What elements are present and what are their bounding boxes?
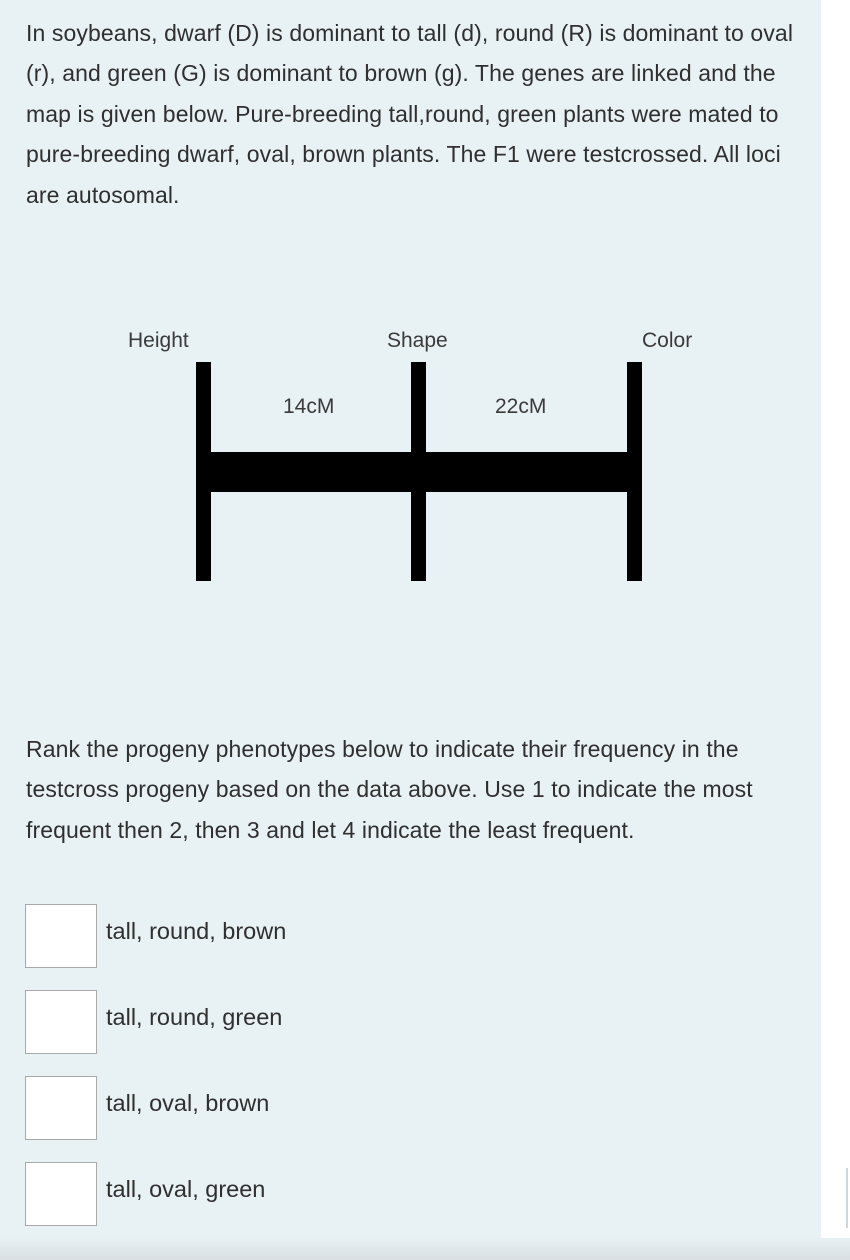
ranking-instructions-text: Rank the progeny phenotypes below to indicate their frequency in the testcross progeny based on the data above. Use 1 to indicate the most frequent then 2, then 3 and let 4 indicate the least frequent. (26, 736, 753, 843)
chromosome-bar (196, 452, 642, 492)
locus-label-height: Height (128, 329, 189, 352)
phenotype-label: tall, round, green (106, 1004, 283, 1030)
scrollbar-edge (846, 1168, 848, 1228)
phenotype-label: tall, oval, green (106, 1176, 266, 1202)
locus-label-shape: Shape (387, 329, 448, 352)
locus-label-color: Color (642, 329, 693, 352)
rank-input-tall-round-brown[interactable] (25, 904, 97, 968)
rank-input-tall-round-green[interactable] (25, 990, 97, 1054)
distance-label-shape-color: 22cM (495, 395, 547, 418)
rank-input-tall-oval-brown[interactable] (25, 1076, 97, 1140)
distance-label-height-shape: 14cM (283, 395, 335, 418)
phenotype-label: tall, oval, brown (106, 1090, 270, 1116)
phenotype-label: tall, round, brown (106, 918, 287, 944)
rank-input-tall-oval-green[interactable] (25, 1162, 97, 1226)
question-intro-text: In soybeans, dwarf (D) is dominant to tall (d), round (R) is dominant to oval (r), and green (G) is dominant to brown (g). The genes are linked and the map is given below. Pure-breeding tall,round, green plants were mated to pure-breeding dwarf, oval, brown plants. The F1 were testcrossed. All loci are autosomal. (26, 20, 794, 208)
bottom-shadow (0, 1238, 850, 1260)
